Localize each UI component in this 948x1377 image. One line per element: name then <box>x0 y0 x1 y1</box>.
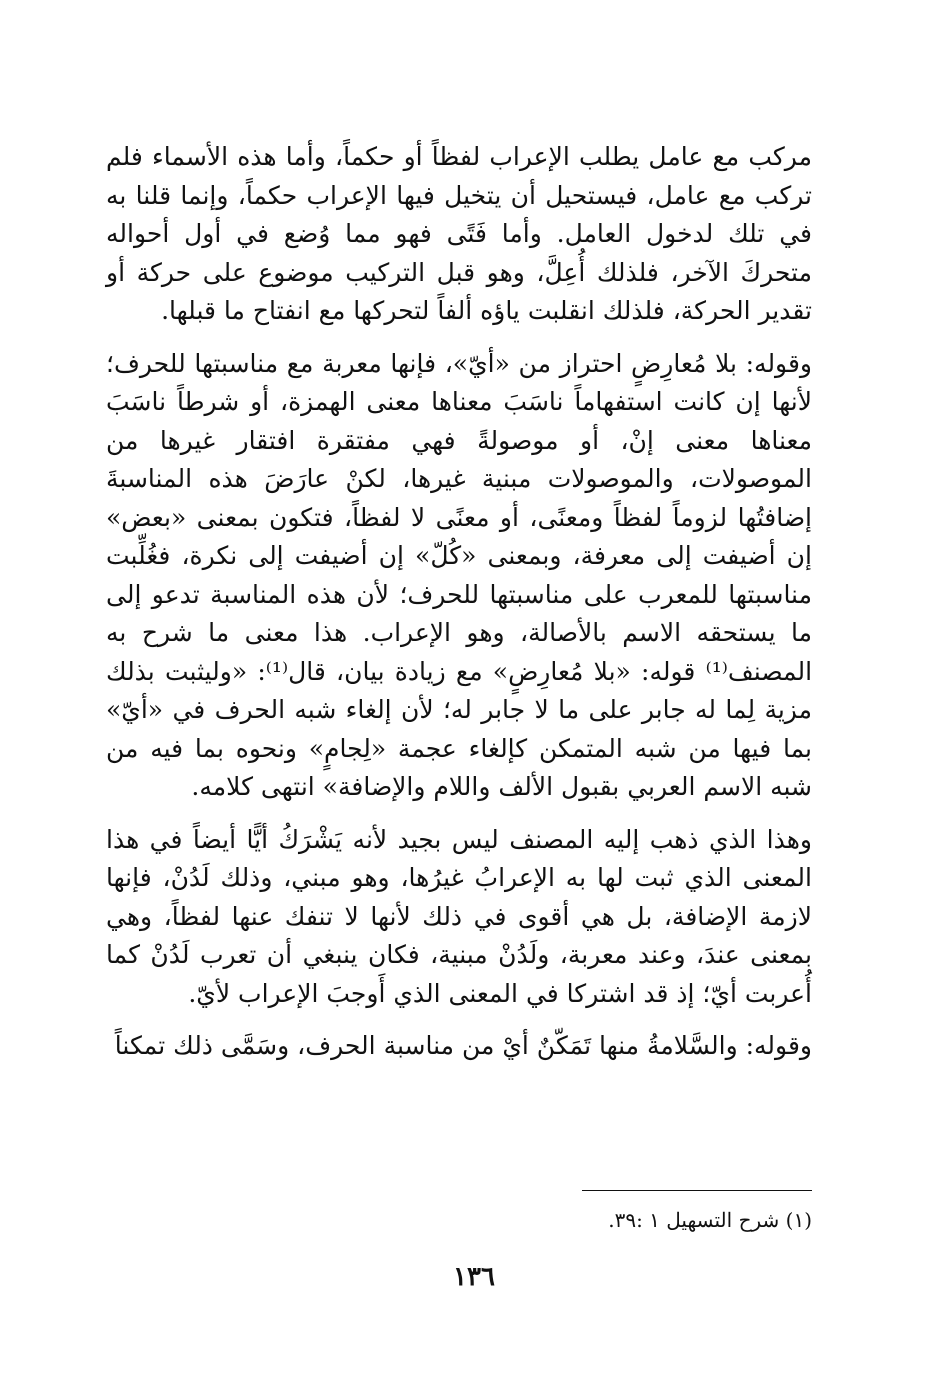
footnote-divider <box>582 1190 812 1191</box>
paragraph-4: وقوله: والسَّلامةُ منها تَمَكّنٌ أيْ من مناسبة الحرف، وسَمَّى ذلك تمكناً <box>114 1031 812 1060</box>
paragraph-2: وقوله: بلا مُعارِضٍ احتراز من «أيّ»، فإنها معربة مع مناسبتها للحرف؛ لأنها إن كانت استفهاماً ناسَبَ معناها معنى الهمزة، أو شرطاً ناسَبَ معناها معنى إنْ، أو موصولةً فهي مفتقرة افتقار غيرها من الموصولات، والموصولات مبنية غيرها، لكنْ عارَضَ هذه المناسبةَ إضافتُها لزوماً لفظاً ومعنًى، أو معنًى لا لفظاً، فتكون بمعنى «بعض» إن أضيفت إلى معرفة، وبمعنى «كُلّ» إن أضيفت إلى نكرة، فغُلِّبت مناسبتها للمعرب على مناسبتها للحرف؛ لأن هذه المناسبة تدعو إلى ما يستحقه الاسم بالأصالة، وهو الإعراب. هذا معنى ما شرح به المصنف⁽¹⁾ قوله: «بلا مُعارِضٍ» مع زيادة بيان، قال⁽¹⁾: «وليثبت بذلك مزية لِما له جابر على ما لا جابر له؛ لأن إلغاء شبه الحرف في «أيّ» بما فيها من شبه المتمكن كإلغاء عجمة «لِجامٍ» ونحوه بما فيه من شبه الاسم العربي بقبول الألف واللام والإضافة» انتهى كلامه. <box>106 348 813 801</box>
paragraph-3: وهذا الذي ذهب إليه المصنف ليس بجيد لأنه يَشْرَكُ أيًّا أيضاً في هذا المعنى الذي ثبت لها به الإعرابُ غيرُها، وهو مبني، وذلك لَدُنْ، فإنها لازمة الإضافة، بل هي أقوى في ذلك لأنها لا تنفك عنها لفظاً، وهي بمعنى عندَ، وعند معربة، ولَدُنْ مبنية، فكان ينبغي أن تعرب لَدُنْ كما أُعربت أيّ؛ إذ قد اشتركا في المعنى الذي أَوجبَ الإعراب لأيّ. <box>106 824 812 1008</box>
paragraph-1: مركب مع عامل يطلب الإعراب لفظاً أو حكماً، وأما هذه الأسماء فلم تركب مع عامل، فيستحيل أن يتخيل فيها الإعراب حكماً، وإنما قلنا به في تلك لدخول العامل. وأما فَتًى فهو مما وُضع في أول أحواله متحركَ الآخر، فلذلك أُعِلَّ، وهو قبل التركيب موضوع على حركة أو تقدير الحركة، فلذلك انقلبت ياؤه ألفاً لتحركها مع انفتاح ما قبلها. <box>106 142 812 325</box>
main-text <box>106 138 812 1066</box>
page-number: ١٣٦ <box>453 1262 495 1292</box>
footnote: (١) شرح التسهيل ١ :٣٩. <box>608 1208 812 1232</box>
